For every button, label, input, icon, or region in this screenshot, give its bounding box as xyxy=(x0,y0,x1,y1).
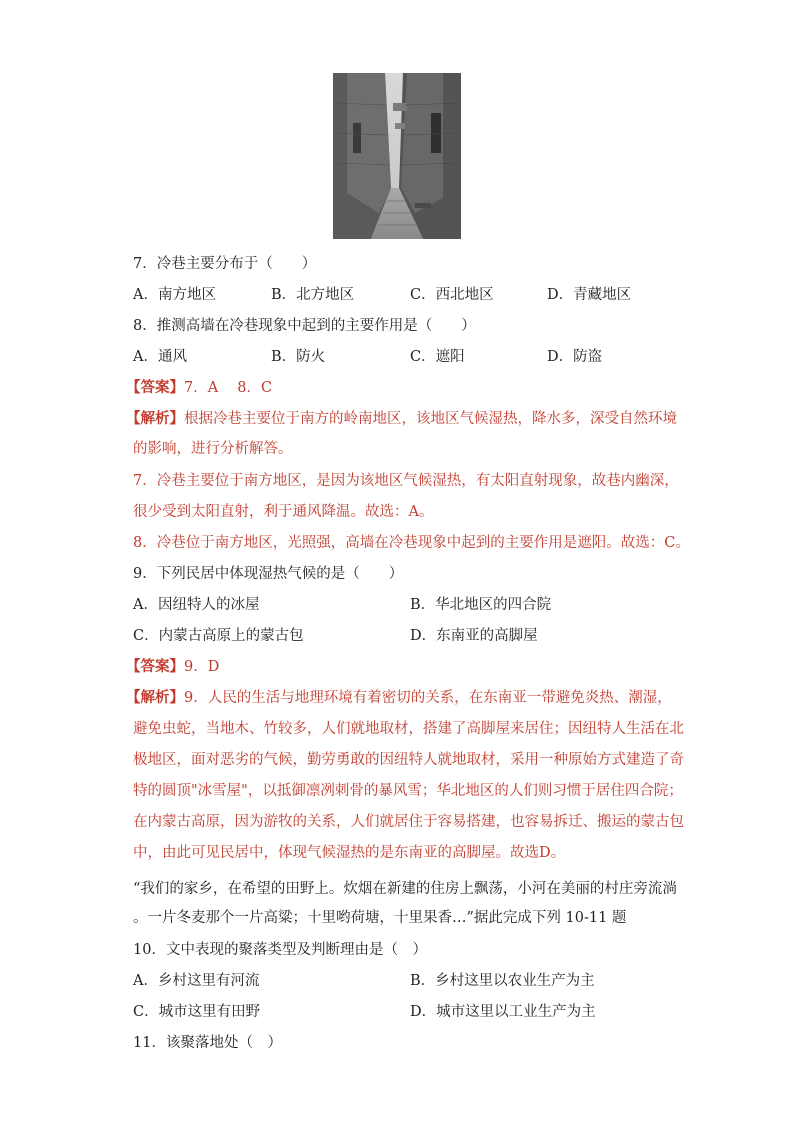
alley-photo-icon xyxy=(333,73,461,239)
analysis-text: 根据冷巷主要位于南方的岭南地区，该地区气候湿热，降水多，深受自然环境 xyxy=(184,411,677,427)
question-7-option-c: C．西北地区 xyxy=(410,287,494,303)
question-10-option-c: C．城市这里有田野 xyxy=(133,1004,261,1020)
analysis-7-8-line-5: 8．冷巷位于南方地区，光照强，高墙在冷巷现象中起到的主要作用是遮阳。故选：C。 xyxy=(133,535,690,551)
answer-tag: 【答案】 xyxy=(126,379,184,396)
analysis-9-line-3: 极地区，面对恶劣的气候，勤劳勇敢的因纽特人就地取材，采用一种原始方式建造了奇 xyxy=(133,752,684,768)
answer-9 xyxy=(126,657,219,677)
question-9-option-d: D．东南亚的高脚屋 xyxy=(410,628,538,644)
analysis-9-line-4: 特的圆顶"冰雪屋"，以抵御凛冽刺骨的暴风雪；华北地区的人们则习惯于居住四合院； xyxy=(133,783,683,799)
answer-7-8 xyxy=(126,378,272,398)
analysis-9-line-6: 中，由此可见民居中，体现气候湿热的是东南亚的高脚屋。故选D。 xyxy=(133,845,566,861)
question-8-option-c: C．遮阳 xyxy=(410,349,465,365)
question-9-option-a: A．因纽特人的冰屋 xyxy=(133,597,260,613)
question-8-option-b: B．防火 xyxy=(271,349,326,365)
question-10-stem: 10．文中表现的聚落类型及判断理由是（ ） xyxy=(133,942,427,958)
passage-line-1: “我们的家乡，在希望的田野上。炊烟在新建的住房上飘荡，小河在美丽的村庄旁流淌 xyxy=(133,881,677,897)
question-11-stem: 11．该聚落地处（ ） xyxy=(133,1035,282,1051)
question-9-stem: 9．下列民居中体现湿热气候的是（ ） xyxy=(133,566,404,582)
passage-line-2: 。一片冬麦那个一片高粱；十里哟荷塘，十里果香…”据此完成下列 10-11 题 xyxy=(133,910,627,926)
question-7-option-b: B．北方地区 xyxy=(271,287,355,303)
question-10-option-d: D．城市这里以工业生产为主 xyxy=(410,1004,596,1020)
analysis-tag: 【解析】 xyxy=(126,689,184,706)
analysis-7-8-line-4: 很少受到太阳直射，利于通风降温。故选：A。 xyxy=(133,504,434,520)
analysis-7-8-line-3: 7．冷巷主要位于南方地区，是因为该地区气候湿热，有太阳直射现象，故巷内幽深， xyxy=(133,473,679,489)
answer-text: 9．D xyxy=(184,659,220,675)
analysis-9-line-5: 在内蒙古高原，因为游牧的关系，人们就居住于容易搭建，也容易拆迁、搬运的蒙古包 xyxy=(133,814,684,830)
answer-tag: 【答案】 xyxy=(126,658,184,675)
question-7-option-a: A．南方地区 xyxy=(133,287,216,303)
question-8-option-d: D．防盗 xyxy=(547,349,603,365)
analysis-9-line-1 xyxy=(126,688,672,708)
question-10-option-b: B．乡村这里以农业生产为主 xyxy=(410,973,595,989)
question-8-option-a: A．通风 xyxy=(133,349,187,365)
question-9-option-b: B．华北地区的四合院 xyxy=(410,597,552,613)
question-7-option-d: D．青藏地区 xyxy=(547,287,632,303)
answer-text: 7．A 8．C xyxy=(184,380,273,396)
analysis-text: 9．人民的生活与地理环境有着密切的关系，在东南亚一带避免炎热、潮湿， xyxy=(184,690,672,706)
alley-photo xyxy=(333,73,461,239)
question-9-option-c: C．内蒙古高原上的蒙古包 xyxy=(133,628,304,644)
question-7-stem: 7．冷巷主要分布于（ ） xyxy=(133,256,317,272)
analysis-7-8-line-2: 的影响，进行分析解答。 xyxy=(133,441,293,457)
question-8-stem: 8．推测高墙在冷巷现象中起到的主要作用是（ ） xyxy=(133,318,476,334)
analysis-tag: 【解析】 xyxy=(126,410,184,427)
analysis-7-8-line-1 xyxy=(126,409,677,429)
analysis-9-line-2: 避免虫蛇，当地木、竹较多，人们就地取材，搭建了高脚屋来居住；因纽特人生活在北 xyxy=(133,721,684,737)
question-10-option-a: A．乡村这里有河流 xyxy=(133,973,260,989)
